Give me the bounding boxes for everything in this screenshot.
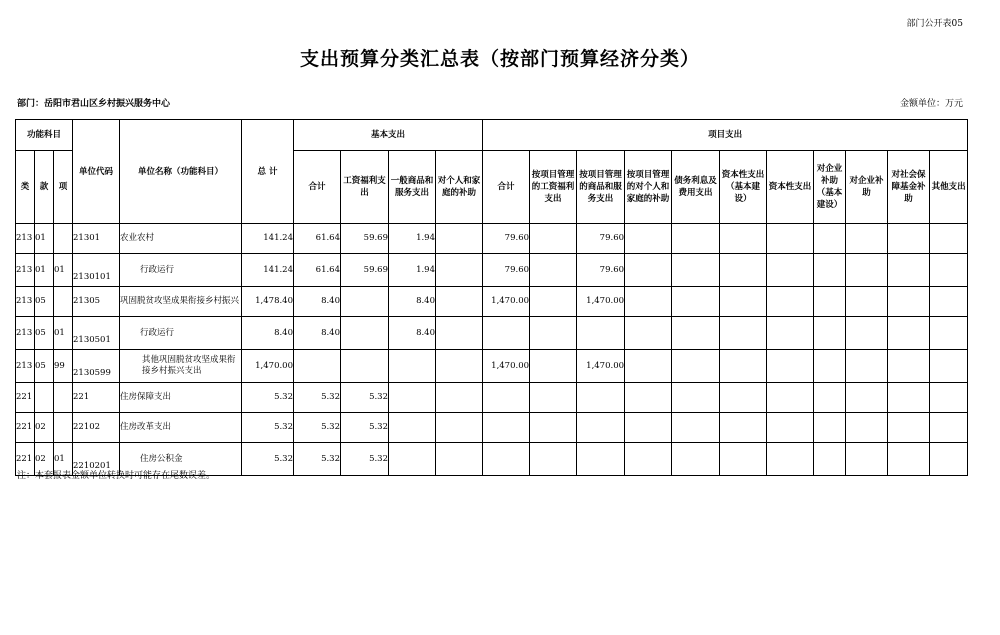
project-col-header: 对企业补助 xyxy=(846,151,888,224)
project-value-cell xyxy=(846,254,888,287)
project-value-cell xyxy=(888,224,930,254)
project-value-cell xyxy=(930,287,968,317)
project-value-cell: 79.60 xyxy=(483,224,530,254)
basic-col-header: 工资福利支出 xyxy=(341,151,389,224)
total-cell: 5.32 xyxy=(242,443,294,476)
project-value-cell xyxy=(530,443,577,476)
basic-value-cell: 61.64 xyxy=(294,224,341,254)
project-value-cell xyxy=(530,383,577,413)
xiang-cell xyxy=(54,287,73,317)
xiang-cell xyxy=(54,383,73,413)
project-value-cell xyxy=(625,443,672,476)
lei-cell: 213 xyxy=(16,254,35,287)
lei-cell: 221 xyxy=(16,443,35,476)
project-col-header: 按项目管理的商品和服务支出 xyxy=(577,151,625,224)
project-value-cell xyxy=(767,350,814,383)
project-col-header: 按项目管理的工资福利支出 xyxy=(530,151,577,224)
amount-unit-label: 金额单位：万元 xyxy=(899,99,963,109)
project-value-cell xyxy=(625,383,672,413)
total-cell: 5.32 xyxy=(242,413,294,443)
project-value-cell xyxy=(672,443,720,476)
basic-value-cell xyxy=(341,350,389,383)
unit-code-cell: 22102 xyxy=(73,413,120,443)
basic-value-cell xyxy=(389,383,436,413)
table-row xyxy=(16,254,968,287)
project-col-header: 资本性支出（基本建设） xyxy=(720,151,767,224)
xiang-cell: 01 xyxy=(54,317,73,350)
project-value-cell xyxy=(720,443,767,476)
total-cell: 1,478.40 xyxy=(242,287,294,317)
project-value-cell xyxy=(672,383,720,413)
project-col-header: 其他支出 xyxy=(930,151,968,224)
total-cell: 5.32 xyxy=(242,383,294,413)
project-value-cell xyxy=(625,224,672,254)
unit-name-cell: 农业农村 xyxy=(120,224,242,254)
lei-cell: 221 xyxy=(16,413,35,443)
form-number: 部门公开表05 xyxy=(906,19,963,29)
project-value-cell xyxy=(767,317,814,350)
project-value-cell xyxy=(530,413,577,443)
basic-value-cell xyxy=(341,287,389,317)
project-value-cell xyxy=(577,443,625,476)
xiang-cell xyxy=(54,224,73,254)
project-value-cell xyxy=(814,350,846,383)
unit-code-cell: 2210201 xyxy=(73,443,120,476)
basic-value-cell: 5.32 xyxy=(341,443,389,476)
project-value-cell xyxy=(530,287,577,317)
table-row xyxy=(16,287,968,317)
total-header: 总 计 xyxy=(242,120,294,224)
project-value-cell xyxy=(814,383,846,413)
basic-value-cell: 8.40 xyxy=(294,317,341,350)
basic-value-cell: 1.94 xyxy=(389,254,436,287)
project-value-cell xyxy=(720,287,767,317)
table-row xyxy=(16,317,968,350)
project-value-cell xyxy=(530,254,577,287)
project-value-cell xyxy=(846,443,888,476)
project-col-header: 债务利息及费用支出 xyxy=(672,151,720,224)
project-value-cell xyxy=(767,383,814,413)
lei-cell: 213 xyxy=(16,287,35,317)
project-value-cell xyxy=(814,254,846,287)
budget-summary-table xyxy=(15,119,968,476)
project-value-cell xyxy=(530,317,577,350)
project-value-cell: 79.60 xyxy=(577,254,625,287)
project-value-cell xyxy=(720,317,767,350)
kuan-cell: 05 xyxy=(35,287,54,317)
project-value-cell: 1,470.00 xyxy=(483,287,530,317)
project-value-cell xyxy=(672,317,720,350)
kuan-header: 款 xyxy=(35,151,54,224)
project-value-cell: 1,470.00 xyxy=(483,350,530,383)
project-value-cell xyxy=(767,254,814,287)
basic-value-cell xyxy=(389,350,436,383)
kuan-cell: 01 xyxy=(35,224,54,254)
basic-value-cell xyxy=(436,287,483,317)
project-value-cell xyxy=(720,413,767,443)
basic-value-cell xyxy=(341,317,389,350)
basic-value-cell: 8.40 xyxy=(294,287,341,317)
project-value-cell xyxy=(814,224,846,254)
total-cell: 141.24 xyxy=(242,254,294,287)
project-value-cell xyxy=(930,413,968,443)
project-col-header: 按项目管理的对个人和家庭的补助 xyxy=(625,151,672,224)
project-value-cell xyxy=(930,224,968,254)
project-value-cell: 79.60 xyxy=(577,224,625,254)
project-value-cell xyxy=(814,317,846,350)
basic-value-cell: 59.69 xyxy=(341,254,389,287)
unit-code-cell: 2130599 xyxy=(73,350,120,383)
project-value-cell: 79.60 xyxy=(483,254,530,287)
kuan-cell: 02 xyxy=(35,443,54,476)
basic-value-cell xyxy=(294,350,341,383)
xiang-cell: 99 xyxy=(54,350,73,383)
table-row xyxy=(16,383,968,413)
project-value-cell xyxy=(767,224,814,254)
project-value-cell xyxy=(846,317,888,350)
project-value-cell xyxy=(888,287,930,317)
project-value-cell: 1,470.00 xyxy=(577,287,625,317)
unit-name-cell: 其他巩固脱贫攻坚成果衔接乡村振兴支出 xyxy=(120,350,242,383)
basic-value-cell xyxy=(436,383,483,413)
project-value-cell xyxy=(888,350,930,383)
table-row xyxy=(16,413,968,443)
project-value-cell xyxy=(577,413,625,443)
project-value-cell xyxy=(930,254,968,287)
kuan-cell: 05 xyxy=(35,317,54,350)
unit-code-header: 单位代码 xyxy=(73,120,120,224)
unit-code-cell: 2130501 xyxy=(73,317,120,350)
unit-name-cell: 住房保障支出 xyxy=(120,383,242,413)
basic-value-cell xyxy=(436,350,483,383)
project-value-cell xyxy=(930,383,968,413)
project-value-cell xyxy=(483,317,530,350)
project-value-cell xyxy=(930,443,968,476)
project-value-cell xyxy=(672,287,720,317)
lei-header: 类 xyxy=(16,151,35,224)
lei-cell: 213 xyxy=(16,224,35,254)
project-value-cell xyxy=(888,443,930,476)
unit-name-cell: 行政运行 xyxy=(120,254,242,287)
basic-value-cell xyxy=(436,443,483,476)
page-title: 支出预算分类汇总表（按部门预算经济分类） xyxy=(299,48,700,70)
project-value-cell xyxy=(483,383,530,413)
project-value-cell xyxy=(530,224,577,254)
xiang-cell: 01 xyxy=(54,254,73,287)
func-subject-header: 功能科目 xyxy=(16,120,73,151)
basic-value-cell xyxy=(436,224,483,254)
basic-expense-header: 基本支出 xyxy=(294,120,483,151)
project-value-cell xyxy=(846,383,888,413)
basic-col-header: 对个人和家庭的补助 xyxy=(436,151,483,224)
basic-value-cell: 59.69 xyxy=(341,224,389,254)
project-value-cell xyxy=(625,350,672,383)
project-value-cell xyxy=(483,413,530,443)
xiang-header: 项 xyxy=(54,151,73,224)
total-cell: 1,470.00 xyxy=(242,350,294,383)
basic-col-header: 一般商品和服务支出 xyxy=(389,151,436,224)
project-value-cell xyxy=(814,413,846,443)
basic-value-cell xyxy=(436,254,483,287)
kuan-cell: 02 xyxy=(35,413,54,443)
basic-value-cell xyxy=(436,413,483,443)
project-value-cell xyxy=(930,317,968,350)
basic-value-cell xyxy=(436,317,483,350)
project-value-cell xyxy=(767,413,814,443)
kuan-cell: 01 xyxy=(35,254,54,287)
project-value-cell xyxy=(672,350,720,383)
unit-name-header: 单位名称（功能科目） xyxy=(120,120,242,224)
project-col-header: 对社会保障基金补助 xyxy=(888,151,930,224)
unit-code-cell: 21301 xyxy=(73,224,120,254)
basic-value-cell: 8.40 xyxy=(389,287,436,317)
unit-name-cell: 巩固脱贫攻坚成果衔接乡村振兴 xyxy=(120,287,242,317)
xiang-cell: 01 xyxy=(54,443,73,476)
lei-cell: 221 xyxy=(16,383,35,413)
lei-cell: 213 xyxy=(16,350,35,383)
project-value-cell xyxy=(625,287,672,317)
project-value-cell xyxy=(720,224,767,254)
project-value-cell xyxy=(888,383,930,413)
project-value-cell xyxy=(577,383,625,413)
project-expense-header: 项目支出 xyxy=(483,120,968,151)
basic-value-cell: 5.32 xyxy=(341,383,389,413)
unit-code-cell: 2130101 xyxy=(73,254,120,287)
project-value-cell xyxy=(814,287,846,317)
basic-value-cell xyxy=(389,443,436,476)
project-value-cell xyxy=(672,413,720,443)
project-value-cell xyxy=(625,413,672,443)
basic-value-cell: 5.32 xyxy=(341,413,389,443)
basic-value-cell: 5.32 xyxy=(294,383,341,413)
project-value-cell xyxy=(888,317,930,350)
project-value-cell xyxy=(846,224,888,254)
project-value-cell xyxy=(846,350,888,383)
total-cell: 141.24 xyxy=(242,224,294,254)
project-value-cell xyxy=(814,443,846,476)
project-value-cell xyxy=(846,413,888,443)
project-value-cell xyxy=(767,287,814,317)
xiang-cell xyxy=(54,413,73,443)
unit-code-cell: 21305 xyxy=(73,287,120,317)
lei-cell: 213 xyxy=(16,317,35,350)
project-col-header: 资本性支出 xyxy=(767,151,814,224)
basic-value-cell: 8.40 xyxy=(389,317,436,350)
basic-value-cell: 5.32 xyxy=(294,413,341,443)
unit-name-cell: 住房改革支出 xyxy=(120,413,242,443)
basic-col-header: 合计 xyxy=(294,151,341,224)
project-value-cell xyxy=(625,254,672,287)
basic-value-cell: 1.94 xyxy=(389,224,436,254)
project-value-cell xyxy=(888,254,930,287)
project-value-cell xyxy=(720,350,767,383)
project-value-cell xyxy=(625,317,672,350)
kuan-cell xyxy=(35,383,54,413)
footnote: 注：本套报表金额单位转换时可能存在尾数误差。 xyxy=(17,471,216,481)
project-col-header: 对企业补助（基本建设） xyxy=(814,151,846,224)
table-row xyxy=(16,350,968,383)
project-value-cell xyxy=(720,254,767,287)
basic-value-cell xyxy=(389,413,436,443)
project-value-cell xyxy=(672,224,720,254)
project-value-cell xyxy=(577,317,625,350)
project-value-cell xyxy=(888,413,930,443)
total-cell: 8.40 xyxy=(242,317,294,350)
project-value-cell xyxy=(672,254,720,287)
project-value-cell xyxy=(767,443,814,476)
project-value-cell xyxy=(483,443,530,476)
project-value-cell xyxy=(530,350,577,383)
basic-value-cell: 5.32 xyxy=(294,443,341,476)
unit-code-cell: 221 xyxy=(73,383,120,413)
project-value-cell xyxy=(930,350,968,383)
table-row xyxy=(16,224,968,254)
unit-name-cell: 行政运行 xyxy=(120,317,242,350)
department-label: 部门：岳阳市君山区乡村振兴服务中心 xyxy=(17,99,171,109)
project-value-cell: 1,470.00 xyxy=(577,350,625,383)
kuan-cell: 05 xyxy=(35,350,54,383)
unit-name-cell: 住房公积金 xyxy=(120,443,242,476)
project-value-cell xyxy=(846,287,888,317)
basic-value-cell: 61.64 xyxy=(294,254,341,287)
project-value-cell xyxy=(720,383,767,413)
project-col-header: 合计 xyxy=(483,151,530,224)
